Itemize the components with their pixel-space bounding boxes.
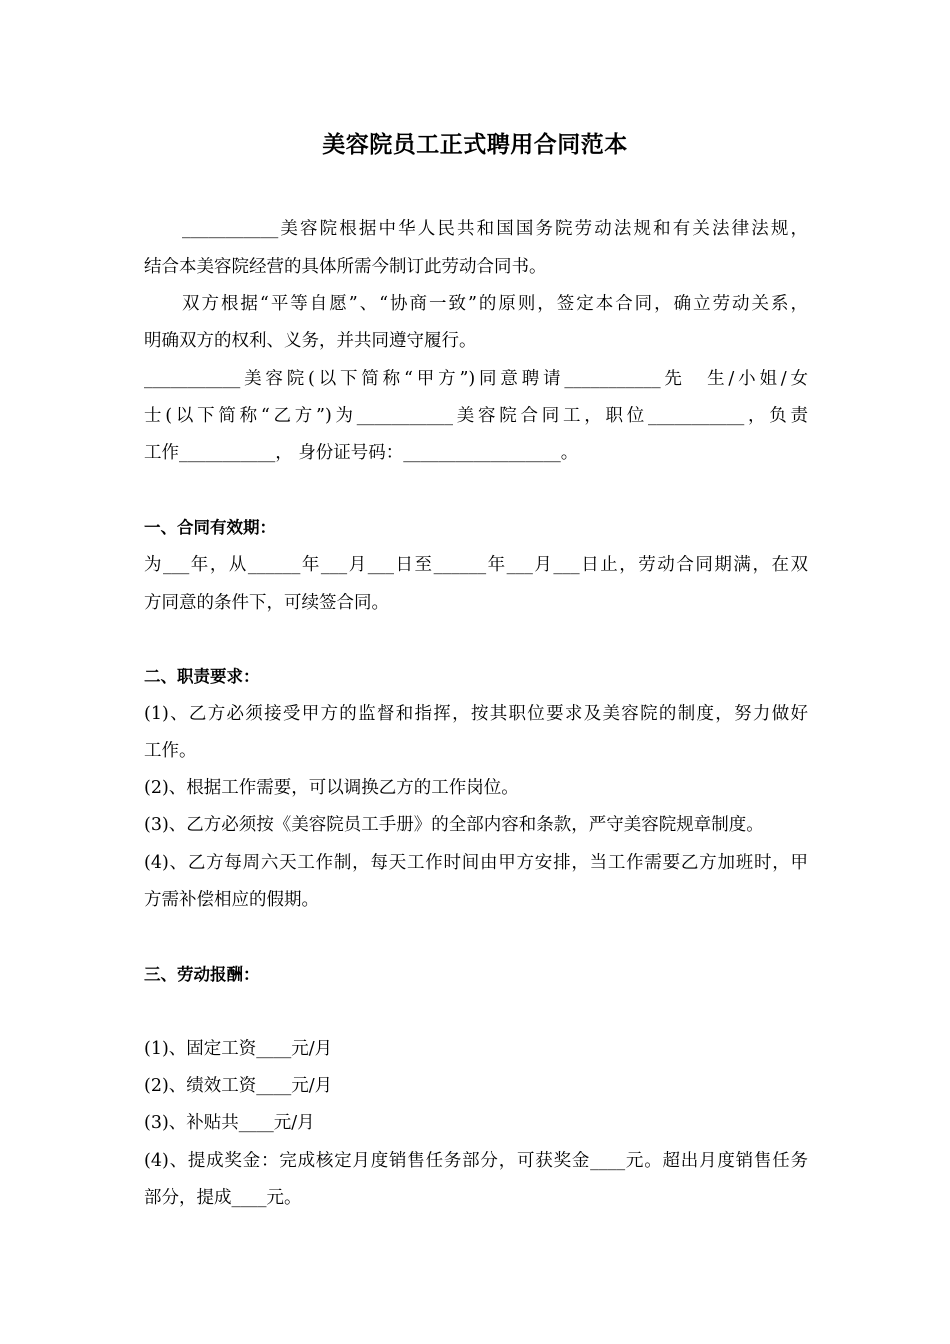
parties-line-2: 士(以下简称“乙方”)为___________美容院合同工，职位___________，负责 [144, 406, 808, 426]
duty-4-line-1: (4)、乙方每周六天工作制，每天工作时间由甲方安排，当工作需要乙方加班时，甲 [144, 853, 808, 873]
section-heading-duties: 二、职责要求： [144, 667, 260, 686]
parties-line-1: ___________美容院(以下简称“甲方”)同意聘请___________先 生/小姐/女 [144, 369, 808, 389]
principle-line-2: 明确双方的权利、义务，并共同遵守履行。 [144, 331, 477, 351]
duty-1-line-1: (1)、乙方必须接受甲方的监督和指挥，按其职位要求及美容院的制度，努力做好 [144, 704, 808, 724]
intro-line-1: ___________美容院根据中华人民共和国国务院劳动法规和有关法律法规， [182, 219, 808, 239]
document-title: 美容院员工正式聘用合同范本 [322, 132, 628, 158]
pay-1: (1)、固定工资____元/月 [144, 1039, 333, 1059]
pay-3: (3)、补贴共____元/月 [144, 1113, 315, 1133]
duty-3: (3)、乙方必须按《美容院员工手册》的全部内容和条款，严守美容院规章制度。 [144, 815, 764, 835]
section-heading-term: 一、合同有效期： [144, 518, 276, 537]
duty-1-line-2: 工作。 [144, 741, 197, 761]
pay-2: (2)、绩效工资____元/月 [144, 1076, 333, 1096]
section-heading-pay: 三、劳动报酬： [144, 965, 260, 984]
duty-2: (2)、根据工作需要，可以调换乙方的工作岗位。 [144, 778, 519, 798]
pay-4-line-1: (4)、提成奖金：完成核定月度销售任务部分，可获奖金____元。超出月度销售任务 [144, 1151, 808, 1171]
term-line-1: 为___年，从______年___月___日至______年___月___日止，劳动合同期满，在双 [144, 555, 808, 575]
parties-line-3: 工作___________， 身份证号码：__________________。 [144, 443, 579, 463]
intro-line-2: 结合本美容院经营的具体所需今制订此劳动合同书。 [144, 257, 547, 277]
pay-4-line-2: 部分，提成____元。 [144, 1188, 302, 1208]
principle-line-1: 双方根据“平等自愿”、“协商一致”的原则，签定本合同，确立劳动关系， [182, 294, 808, 314]
term-line-2: 方同意的条件下，可续签合同。 [144, 593, 389, 613]
duty-4-line-2: 方需补偿相应的假期。 [144, 890, 319, 910]
